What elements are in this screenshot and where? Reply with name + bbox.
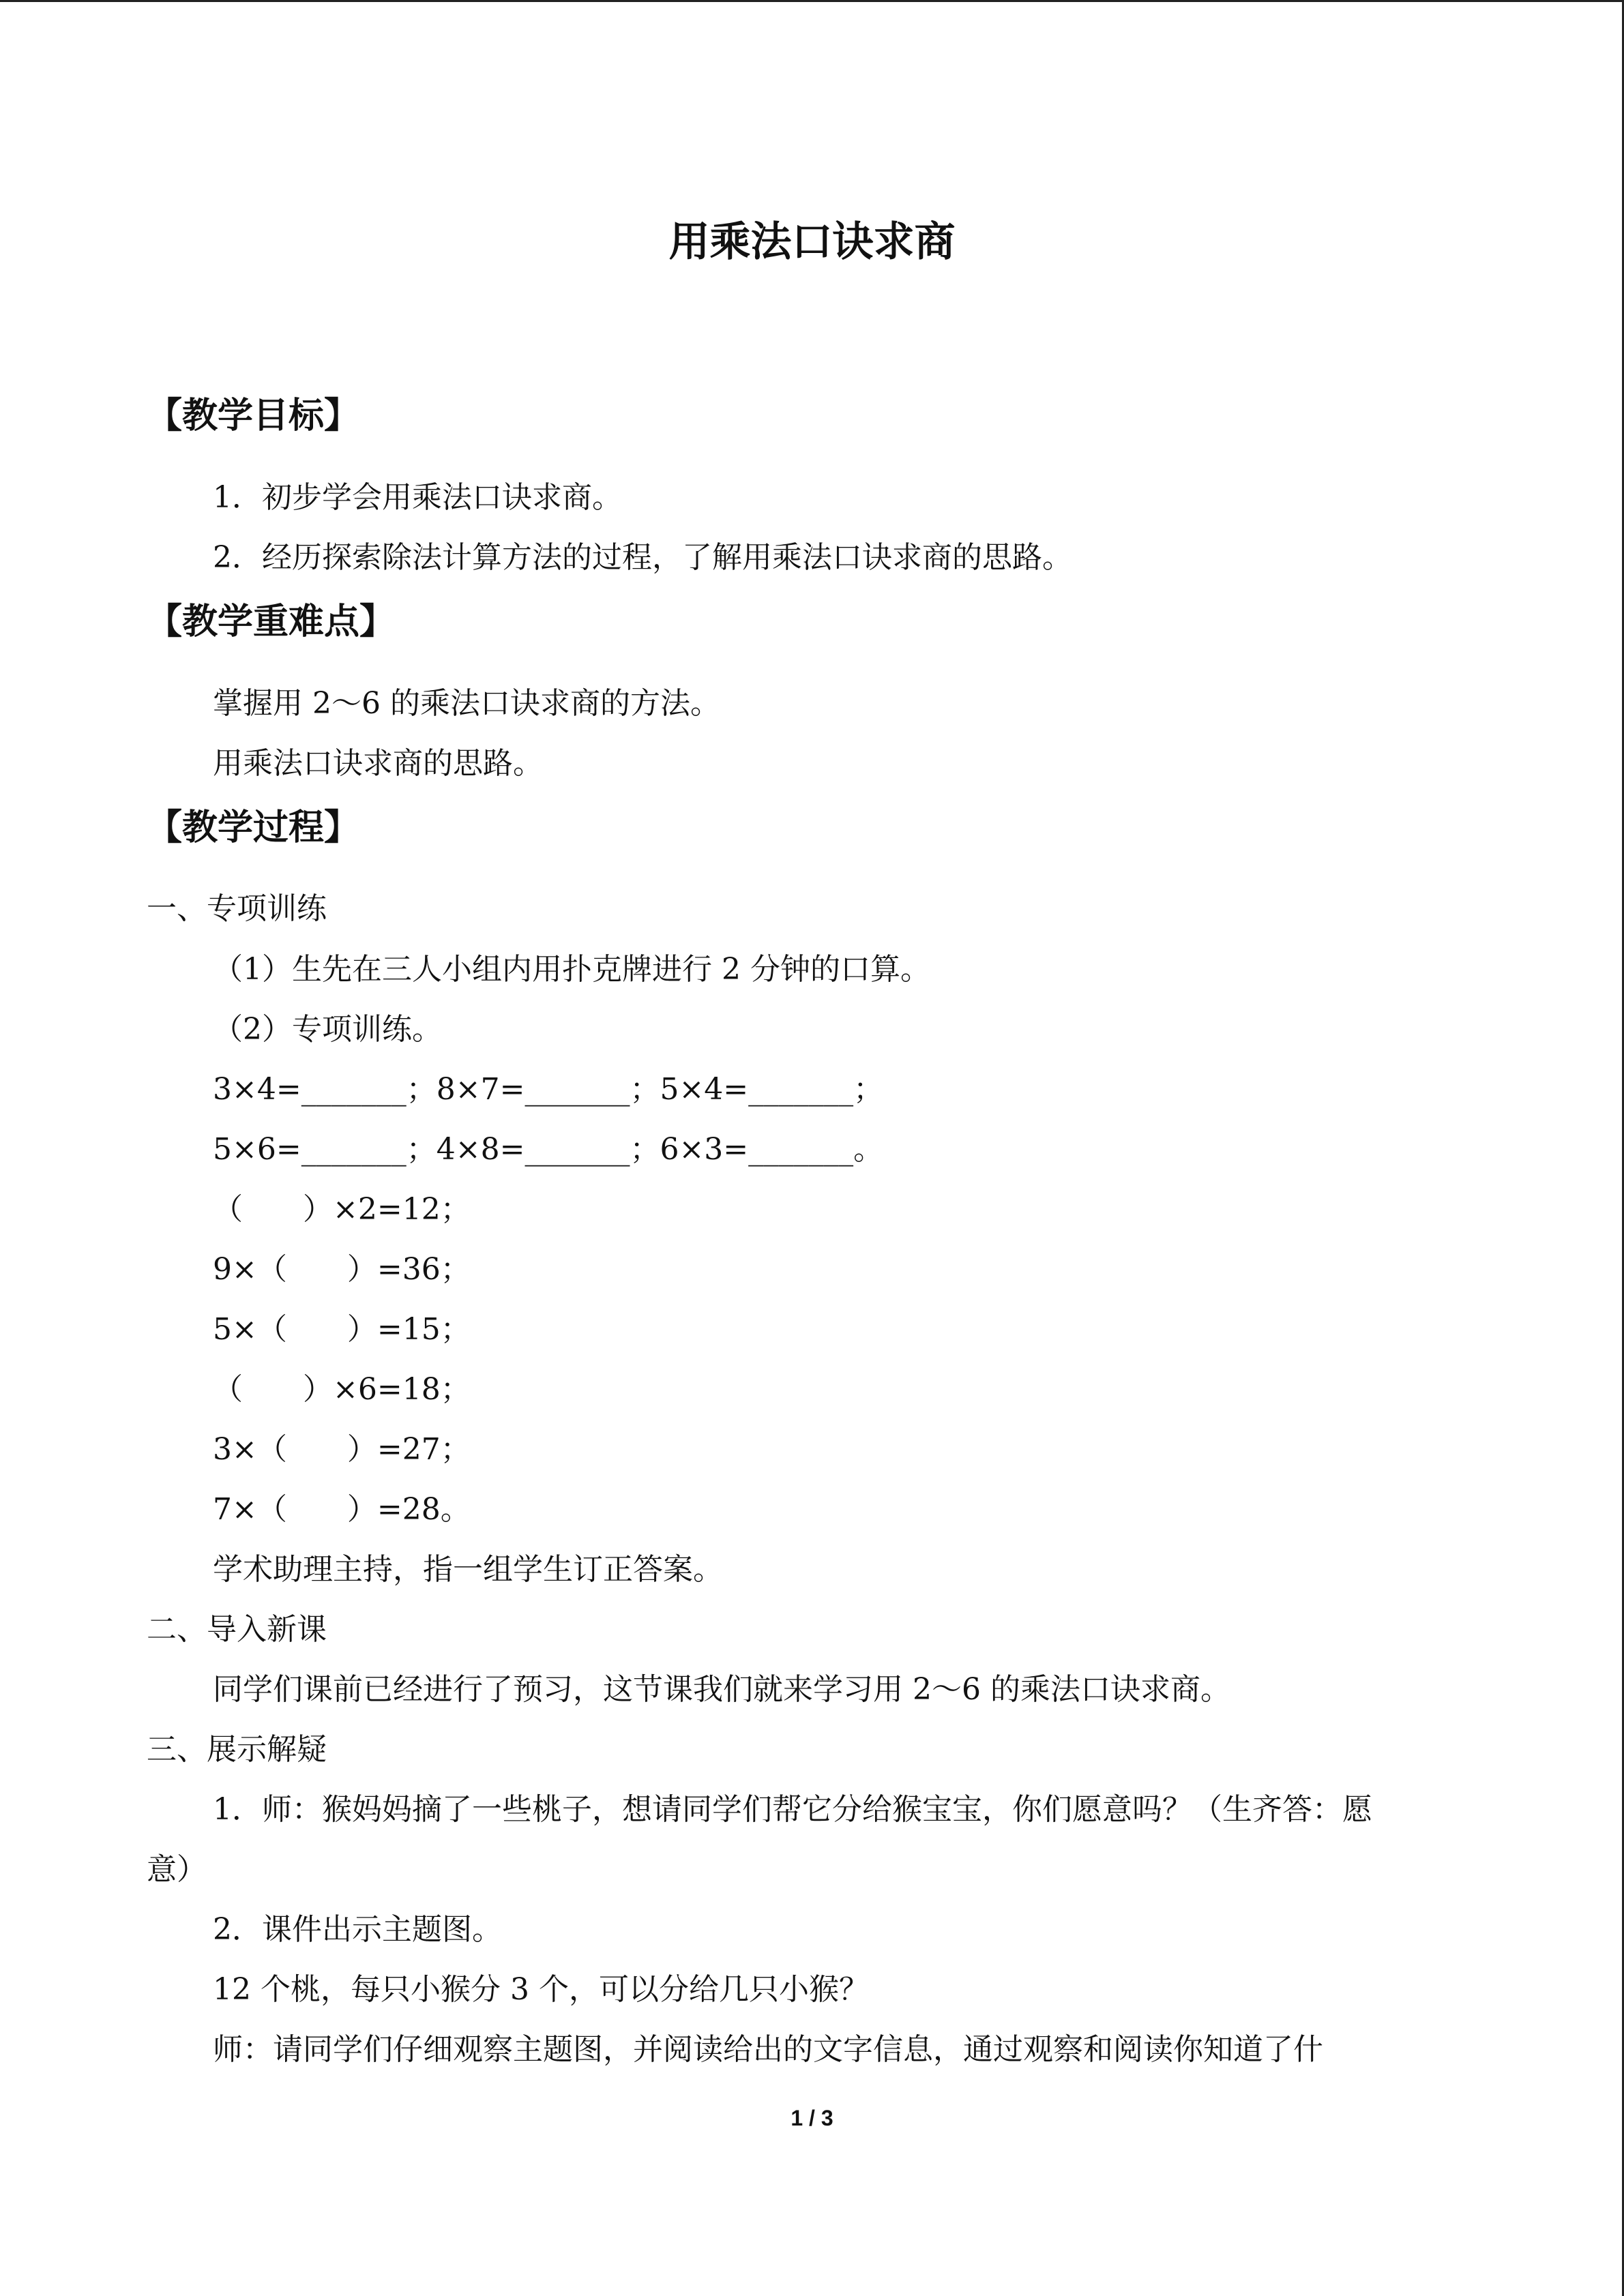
- goal-item: 1．初步学会用乘法口诀求商。: [213, 480, 622, 515]
- part3-item2: 2．课件出示主题图。: [213, 1912, 502, 1947]
- exercise-row-2: 5×6=_______；4×8=_______；6×3=_______。: [213, 1132, 884, 1167]
- part1-step1: （1）生先在三人小组内用扑克牌进行 2 分钟的口算。: [213, 952, 930, 987]
- fill-blank-3: 5×（ ）=15；: [213, 1312, 471, 1347]
- part1-step2: （2）专项训练。: [213, 1012, 442, 1047]
- page-title: 用乘法口诀求商: [668, 218, 956, 266]
- key-point-item: 用乘法口诀求商的思路。: [213, 746, 543, 781]
- section-heading-process: 【教学过程】: [147, 807, 360, 848]
- part2-text: 同学们课前已经进行了预习，这节课我们就来学习用 2～6 的乘法口诀求商。: [213, 1672, 1230, 1707]
- fill-blank-6: 7×（ ）=28。: [213, 1492, 471, 1527]
- fill-blank-1: （ ）×2=12；: [213, 1192, 471, 1227]
- goal-item: 2．经历探索除法计算方法的过程，了解用乘法口诀求商的思路。: [213, 540, 1072, 575]
- part3-teacher: 师：请同学们仔细观察主题图，并阅读给出的文字信息，通过观察和阅读你知道了什: [213, 2032, 1323, 2067]
- part2-heading: 二、导入新课: [147, 1612, 327, 1647]
- fill-blank-2: 9×（ ）=36；: [213, 1252, 471, 1287]
- section-heading-key-points: 【教学重难点】: [147, 601, 396, 642]
- part1-heading: 一、专项训练: [147, 891, 327, 926]
- part3-heading: 三、展示解疑: [147, 1732, 327, 1767]
- part3-problem: 12 个桃，每只小猴分 3 个，可以分给几只小猴？: [213, 1972, 869, 2007]
- part1-note: 学术助理主持，指一组学生订正答案。: [213, 1552, 723, 1587]
- part3-item1-line2: 意）: [147, 1852, 207, 1887]
- section-heading-goals: 【教学目标】: [147, 395, 360, 436]
- page-number: 1 / 3: [791, 2106, 833, 2130]
- fill-blank-4: （ ）×6=18；: [213, 1372, 471, 1407]
- exercise-row-1: 3×4=_______；8×7=_______；5×4=_______；: [213, 1072, 884, 1107]
- fill-blank-5: 3×（ ）=27；: [213, 1432, 471, 1467]
- key-point-item: 掌握用 2～6 的乘法口诀求商的方法。: [213, 686, 720, 721]
- part3-item1-line1: 1．师：猴妈妈摘了一些桃子，想请同学们帮它分给猴宝宝，你们愿意吗？（生齐答：愿: [213, 1792, 1372, 1827]
